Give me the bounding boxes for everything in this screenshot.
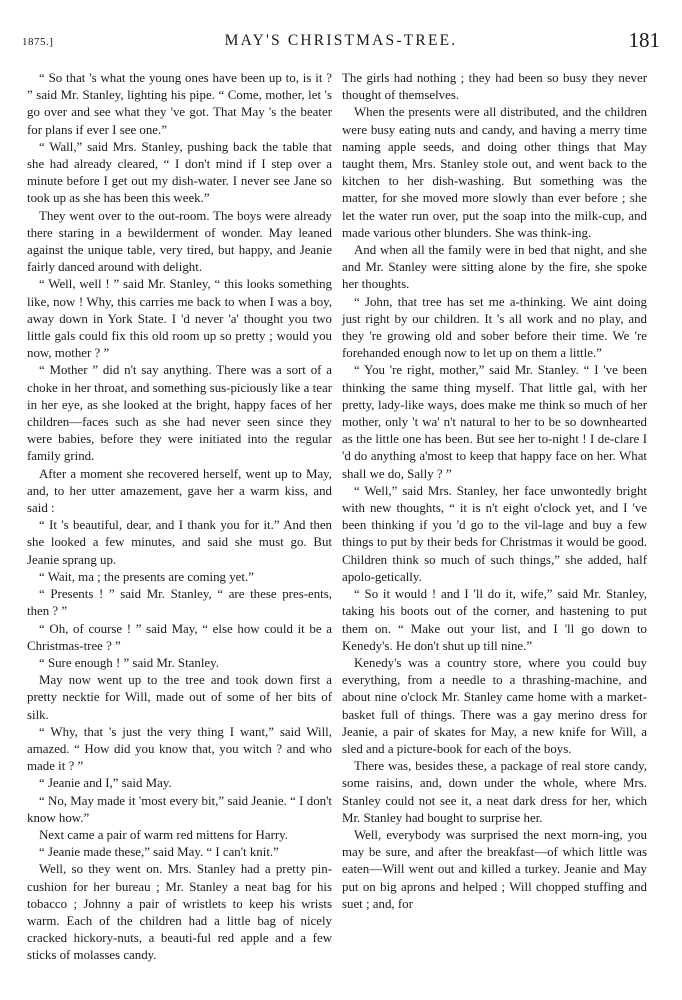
paragraph: “ Well, well ! ” said Mr. Stanley, “ this looks something like, now ! Why, this carries me back to when I was a boy, away down in York State. I 'd never 'a' thought you two little gals could fix this old room up so pretty ; would you now, mother ? ”	[27, 277, 332, 361]
paragraph: “ Jeanie made these,” said May. “ I can't knit.”	[39, 845, 279, 860]
paragraph: May now went up to the tree and took down first a pretty necktie for Will, made out of some of her bits of silk.	[27, 673, 332, 722]
paragraph: And when all the family were in bed that night, and she and Mr. Stanley were sitting alone by the fire, she spoke her thoughts.	[342, 243, 647, 292]
paragraph: “ Well,” said Mrs. Stanley, her face unwontedly bright with new thoughts, “ it is n't eight o'clock yet, and I 've been thinking if you 'd go to the vil-lage and buy a few things to put by their beds for Christmas it would be good. Children think so much of such things,” she added, half apolo-getically.	[342, 483, 647, 584]
paragraph: “ Wait, ma ; the presents are coming yet.”	[39, 569, 254, 584]
running-header	[22, 28, 660, 54]
paragraph: “ Sure enough ! ” said Mr. Stanley.	[39, 655, 219, 670]
left-column	[27, 70, 332, 965]
right-column	[342, 70, 647, 913]
paragraph: Next came a pair of warm red mittens for Harry.	[39, 827, 288, 842]
paragraph: “ Oh, of course ! ” said May, “ else how could it be a Christmas-tree ? ”	[27, 621, 332, 653]
paragraph: “ Wall,” said Mrs. Stanley, pushing back the table that she had already cleared, “ I don't mind if I step over a minute before I get out my dish-water. I never see Jane so took up as she has been this week.”	[27, 139, 332, 206]
page-number: 181	[628, 28, 660, 52]
paragraph: Well, everybody was surprised the next morn-ing, you may be sure, and after the breakfast—of which little was eaten—Will went out and killed a turkey. Jeanie and May put on big aprons and helped ; Will chopped stuffing and suet ; and, for	[342, 827, 647, 911]
paragraph-continued: The girls had nothing ; they had been so busy they never thought of themselves.	[342, 71, 647, 103]
paragraph: “ Presents ! ” said Mr. Stanley, “ are these pres-ents, then ? ”	[27, 587, 332, 619]
paragraph: Well, so they went on. Mrs. Stanley had a pretty pin-cushion for her bureau ; Mr. Stanley a neat bag for his tobacco ; Johnny a pair of wristlets to keep his wrists warm. Each of the children had a little bag of nicely cracked hickory-nuts, a beauti-ful red apple and a few sticks of molasses candy.	[27, 862, 332, 963]
paragraph: “ So it would ! and I 'll do it, wife,” said Mr. Stanley, taking his boots out of the corner, and hastening to put them on. “ Make out your list, and I 'll go down to Kenedy's. He don't shut up till nine.”	[342, 587, 647, 653]
paragraph: “ Mother ” did n't say anything. There was a sort of a choke in her throat, and something sus-piciously like a tear in her eye, as she looked at the bright, happy faces of her children—faces such as she had never seen since they were babies, before they were initiated into the regular family grind.	[27, 363, 332, 464]
paragraph: “ You 're right, mother,” said Mr. Stanley. “ I 've been thinking the same thing myself. That little gal, with her pretty, lady-like ways, does make me think so much of her mother, only 't wa' n't natural to her to be so downhearted as the little one has been. But see her to-night ! I de-clare I 'd do anything a'most to keep that happy face on her. What shall we do, Sally ? ”	[342, 363, 647, 481]
paragraph: Kenedy's was a country store, where you could buy everything, from a needle to a thrashing-machine, and about nine o'clock Mr. Stanley came home with a market-basket full of things. There was a gay merino dress for Jeanie, a pair of skates for May, a new knife for Will, a sled and a picture-book for each of the boys.	[342, 655, 647, 756]
paragraph: After a moment she recovered herself, went up to May, and, to her utter amazement, gave her a warm kiss, and said :	[27, 466, 332, 516]
paragraph: “ Jeanie and I,” said May.	[39, 776, 172, 791]
paragraph: “ John, that tree has set me a-thinking. We aint doing just right by our children. It 's all work and no play, and they 're growing old and sober before their time. We 're forehanded enough now to let up on them a little.”	[342, 294, 647, 361]
header-title: MAY'S CHRISTMAS-TREE.	[224, 32, 458, 49]
paragraph: When the presents were all distributed, and the children were busy eating nuts and candy, and having a merry time naming apple seeds, and doing other things that May taught them, Mrs. Stanley stole out, and went back to the kitchen to her dish-washing. But something was the matter, for she moved more slowly than ever before ; she let the water run over, put the soap into the milk-cup, and made various other blunders. She was think-ing.	[342, 105, 647, 240]
paragraph: “ No, May made it 'most every bit,” said Jeanie. “ I don't know how.”	[27, 793, 332, 825]
paragraph: There was, besides these, a package of real store candy, some raisins, and, down under the whole, where Mrs. Stanley could not see it, a neat dark dress for her, which Mr. Stanley had bought to surprise her.	[342, 759, 647, 825]
header-year: 1875.]	[22, 36, 54, 48]
paragraph: “ Why, that 's just the very thing I want,” said Will, amazed. “ How did you know that, you witch ? and who made it ? ”	[27, 724, 332, 774]
paragraph: They went over to the out-room. The boys were already there staring in a bewilderment of wonder. May leaned against the unique table, very tired, but happy, and Jeanie fairly danced around with delight.	[27, 208, 332, 275]
paragraph: “ It 's beautiful, dear, and I thank you for it.” And then she looked a few minutes, and said she must go. But Jeanie sprang up.	[27, 518, 332, 567]
paragraph: “ So that 's what the young ones have been up to, is it ? ” said Mr. Stanley, lighting his pipe. “ Come, mother, let 's go over and see what they 've got. That May 's the beater for plans if ever I see one.”	[27, 71, 332, 137]
